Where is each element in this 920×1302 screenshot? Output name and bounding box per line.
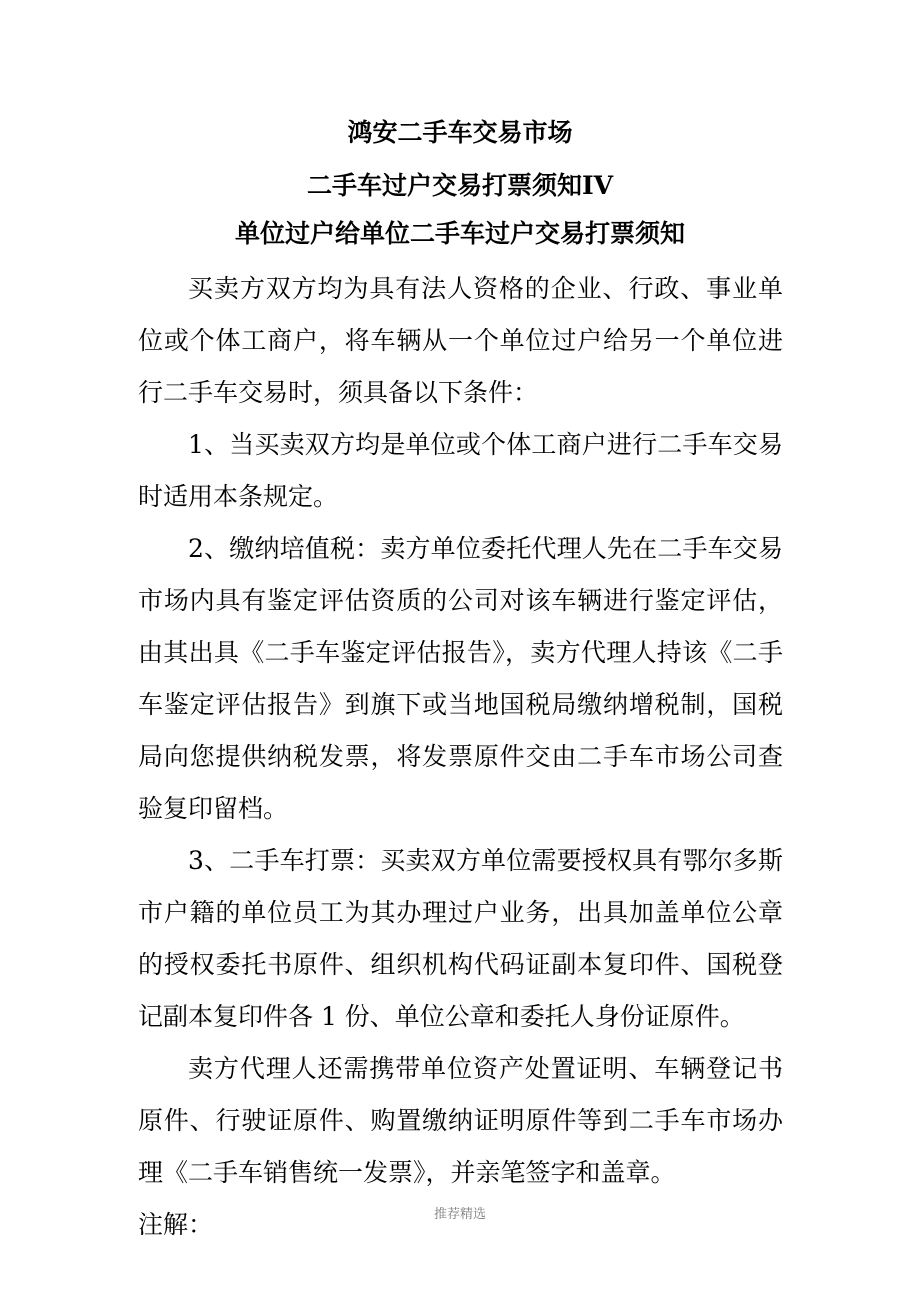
clause-2-paragraph: 2、缴纳培值税：卖方单位委托代理人先在二手车交易市场内具有鉴定评估资质的公司对该车辆进行鉴定评估，由其出具《二手车鉴定评估报告》，卖方代理人持该《二手车鉴定评估报告》到旗下或当地国税局缴纳增税制，国税局向您提供纳税发票，将发票原件交由二手车市场公司查验复印留档。 <box>138 534 783 823</box>
document-subtitle: 二手车过户交易打票须知IV <box>306 171 614 200</box>
note-label: 注解： <box>138 1210 214 1239</box>
seller-requirements-paragraph: 卖方代理人还需携带单位资产处置证明、车辆登记书原件、行驶证原件、购置缴纳证明原件等到二手车市场办理《二手车销售统一发票》，并亲笔签字和盖章。 <box>138 1054 783 1187</box>
document-title: 鸿安二手车交易市场 <box>347 118 573 147</box>
document-body <box>138 263 783 1251</box>
clause-3-paragraph: 3、二手车打票：买卖双方单位需要授权具有鄂尔多斯市户籍的单位员工为其办理过户业务，出具加盖单位公章的授权委托书原件、组织机构代码证副本复印件、国税登记副本复印件各 1 份、单位公章和委托人身份证原件。 <box>138 846 783 1031</box>
page-footer: 推荐精选 <box>433 1207 486 1222</box>
intro-paragraph: 买卖方双方均为具有法人资格的企业、行政、事业单位或个体工商户，将车辆从一个单位过户给另一个单位进行二手车交易时，须具备以下条件： <box>138 274 783 407</box>
section-heading: 单位过户给单位二手车过户交易打票须知 <box>234 219 685 248</box>
clause-1-paragraph: 1、当买卖双方均是单位或个体工商户进行二手车交易时适用本条规定。 <box>138 430 783 511</box>
